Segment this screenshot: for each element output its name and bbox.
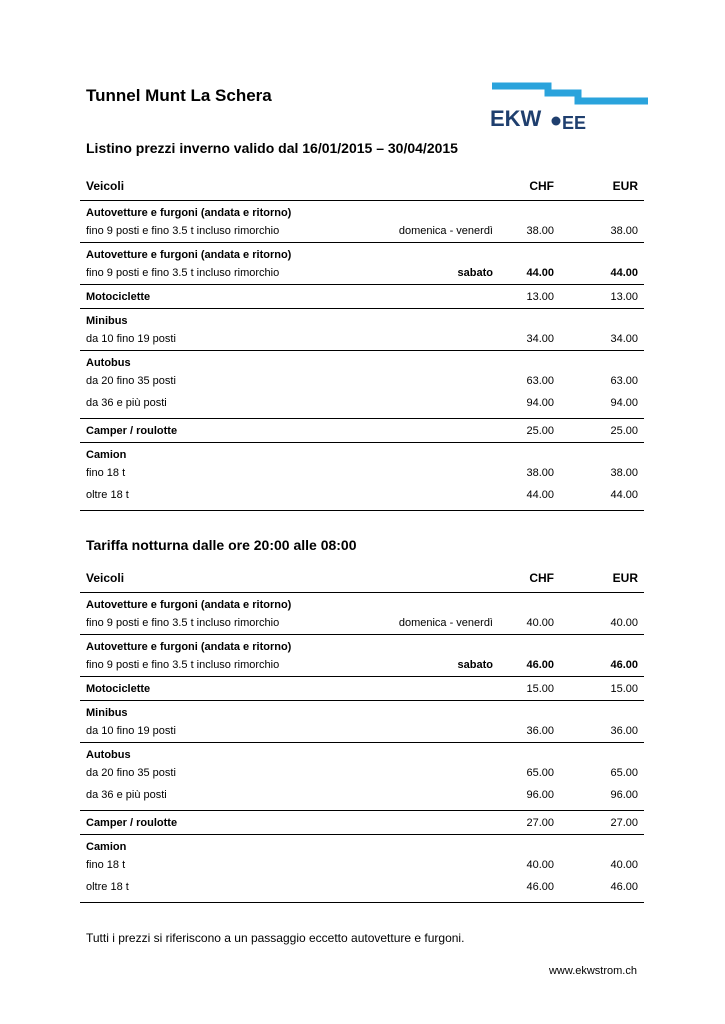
price-chf: 96.00 [526,789,554,801]
table-row [80,746,644,764]
table-header [80,176,644,201]
row-label: da 10 fino 19 posti [86,333,176,345]
table-row [80,722,644,740]
price-chf: 27.00 [526,817,554,829]
table-body [80,593,644,903]
page-title: Tunnel Munt La Schera [86,86,272,105]
table-row-group [80,443,644,511]
table-row [80,446,644,464]
price-chf: 36.00 [526,725,554,737]
table-row-group [80,635,644,677]
table-row-group [80,285,644,309]
row-label: oltre 18 t [86,489,129,501]
logo-text-ee: EE [562,113,587,133]
row-label: Camper / roulotte [86,425,178,437]
price-eur: 25.00 [610,425,638,437]
row-label: Autovetture e furgoni (andata e ritorno) [86,249,292,261]
table-row [80,394,644,416]
price-chf: 40.00 [526,617,554,629]
price-chf: 13.00 [526,291,554,303]
row-label: fino 9 posti e fino 3.5 t incluso rimorchio [86,659,280,671]
logo-step-line [492,86,648,101]
price-chf: 44.00 [526,267,554,279]
col-header-vehicles: Veicoli [86,179,125,193]
table-row [80,656,644,674]
row-label: da 20 fino 35 posti [86,767,176,779]
price-chf: 38.00 [526,467,554,479]
col-header-chf: CHF [529,179,554,193]
price-chf: 94.00 [526,397,554,409]
price-chf: 40.00 [526,859,554,871]
table-body [80,201,644,511]
price-chf: 46.00 [526,659,554,671]
price-eur: 27.00 [610,817,638,829]
table-row [80,680,644,698]
price-eur: 46.00 [610,881,638,893]
row-label: Camion [86,841,127,853]
table-row [80,330,644,348]
row-label: Autovetture e furgoni (andata e ritorno) [86,207,292,219]
row-label: Motociclette [86,683,151,695]
table-row-group [80,593,644,635]
price-chf: 63.00 [526,375,554,387]
table-row [80,372,644,394]
price-eur: 96.00 [610,789,638,801]
row-label: da 20 fino 35 posti [86,375,176,387]
row-label: fino 18 t [86,467,126,479]
website-link[interactable]: www.ekwstrom.ch [548,965,637,977]
table-row [80,464,644,486]
price-chf: 34.00 [526,333,554,345]
table-row-group [80,309,644,351]
col-header-vehicles: Veicoli [86,571,125,585]
table-row [80,354,644,372]
row-label: Autobus [86,357,131,369]
table-row [80,878,644,900]
table-row-group [80,701,644,743]
price-eur: 94.00 [610,397,638,409]
row-label: Camper / roulotte [86,817,178,829]
price-table-winter [80,176,644,511]
row-label: Minibus [86,315,128,327]
price-eur: 40.00 [610,617,638,629]
row-day-note: sabato [457,267,493,279]
row-label: Autovetture e furgoni (andata e ritorno) [86,641,292,653]
row-label: Minibus [86,707,128,719]
row-day-note: domenica - venerdì [398,617,493,629]
table-row-group [80,243,644,285]
table-row [80,614,644,632]
row-label: da 10 fino 19 posti [86,725,176,737]
table-row [80,222,644,240]
section-title-night: Tariffa notturna dalle ore 20:00 alle 08:00 [86,537,357,553]
price-eur: 13.00 [610,291,638,303]
price-table-night [80,568,644,903]
price-eur: 36.00 [610,725,638,737]
price-chf: 44.00 [526,489,554,501]
table-row [80,764,644,786]
table-row-group [80,743,644,811]
logo-text-ekw: EKW [490,106,542,131]
row-day-note: sabato [457,659,493,671]
table-row [80,638,644,656]
row-day-note: domenica - venerdì [398,225,493,237]
row-label: Camion [86,449,127,461]
row-label: da 36 e più posti [86,397,167,409]
table-row-group [80,201,644,243]
footnote: Tutti i prezzi si riferiscono a un passaggio eccetto autovetture e furgoni. [86,931,465,945]
price-eur: 65.00 [610,767,638,779]
row-label: fino 9 posti e fino 3.5 t incluso rimorchio [86,225,280,237]
table-row [80,838,644,856]
price-eur: 44.00 [610,489,638,501]
col-header-eur: EUR [612,571,638,585]
table-row [80,204,644,222]
price-chf: 15.00 [526,683,554,695]
row-label: Autovetture e furgoni (andata e ritorno) [86,599,292,611]
row-label: fino 9 posti e fino 3.5 t incluso rimorchio [86,267,280,279]
price-chf: 46.00 [526,881,554,893]
price-eur: 38.00 [610,225,638,237]
table-row-group [80,811,644,835]
table-row [80,288,644,306]
table-row [80,786,644,808]
row-label: fino 18 t [86,859,126,871]
table-row [80,856,644,878]
table-header [80,568,644,593]
table-row-group [80,677,644,701]
row-label: Motociclette [86,291,151,303]
row-label: oltre 18 t [86,881,129,893]
table-row [80,486,644,508]
row-label: da 36 e più posti [86,789,167,801]
col-header-eur: EUR [612,179,638,193]
price-eur: 38.00 [610,467,638,479]
table-row [80,422,644,440]
price-eur: 44.00 [610,267,638,279]
table-row-group [80,351,644,419]
table-row-group [80,419,644,443]
row-label: Autobus [86,749,131,761]
price-eur: 40.00 [610,859,638,871]
table-row [80,264,644,282]
table-row [80,312,644,330]
table-row [80,246,644,264]
price-eur: 63.00 [610,375,638,387]
section-title-winter: Listino prezzi inverno valido dal 16/01/2015 – 30/04/2015 [86,140,458,156]
table-row-group [80,835,644,903]
ekw-logo [486,82,650,134]
table-row [80,814,644,832]
row-label: fino 9 posti e fino 3.5 t incluso rimorchio [86,617,280,629]
col-header-chf: CHF [529,571,554,585]
logo-circle [552,117,561,126]
price-eur: 46.00 [610,659,638,671]
price-eur: 15.00 [610,683,638,695]
price-chf: 65.00 [526,767,554,779]
price-chf: 38.00 [526,225,554,237]
table-row [80,596,644,614]
price-chf: 25.00 [526,425,554,437]
table-row [80,704,644,722]
price-eur: 34.00 [610,333,638,345]
